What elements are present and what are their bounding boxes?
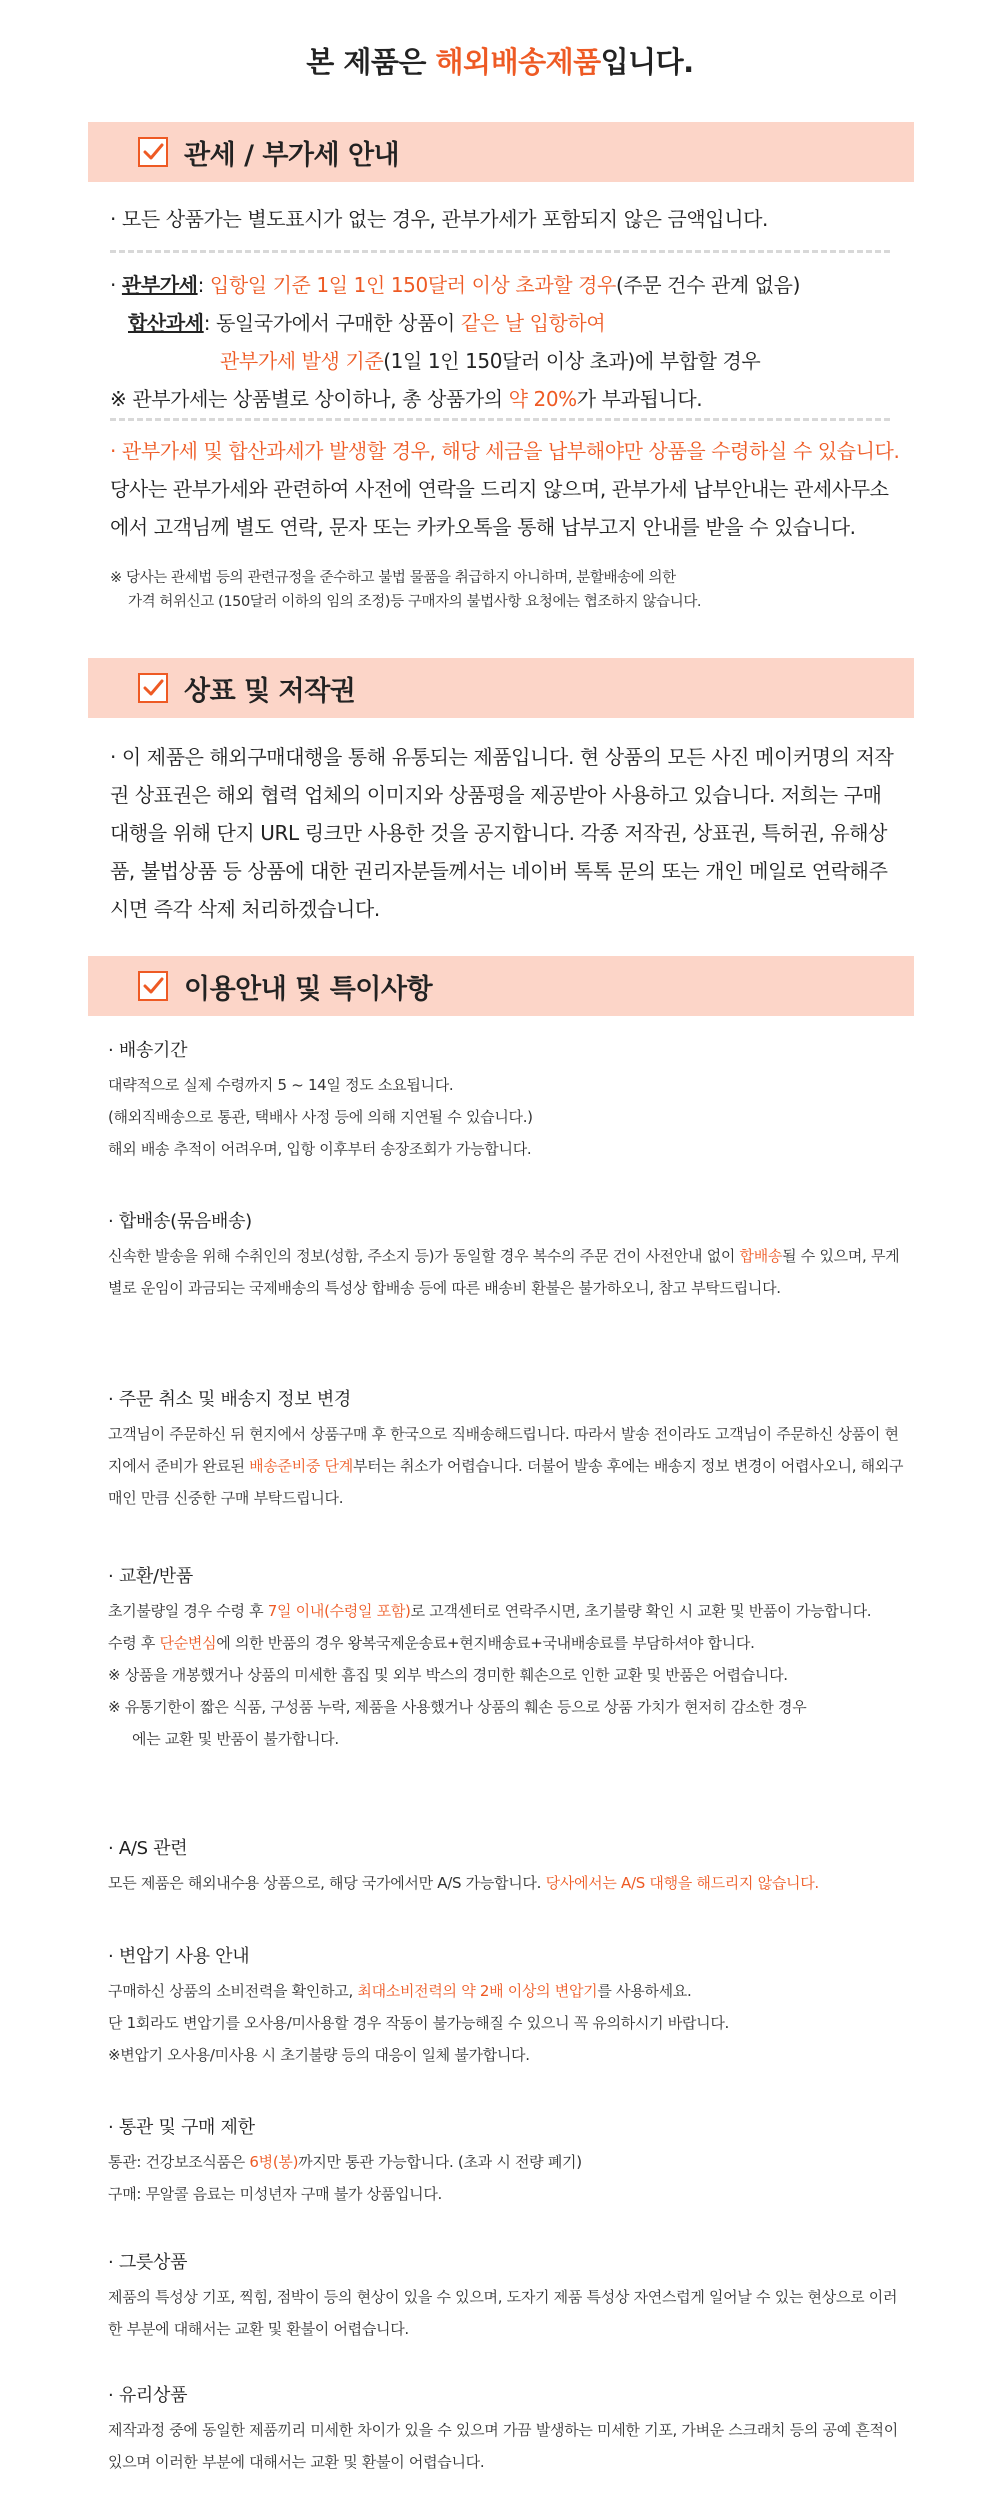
divider xyxy=(110,418,890,421)
section-title: 관세 / 부가세 안내 xyxy=(184,139,400,171)
section-header-customs xyxy=(88,122,914,182)
section-header-usage xyxy=(88,956,914,1016)
divider xyxy=(110,250,890,253)
checkbox-check-icon xyxy=(138,137,168,167)
block-heading: · 배송기간 xyxy=(108,1040,188,1061)
block-heading: · 주문 취소 및 배송지 정보 변경 xyxy=(108,1389,352,1410)
customs-small-note: ※ 당사는 관세법 등의 관련규정을 준수하고 불법 물품을 취급하지 아니하며, 분할배송에 의한 가격 허위신고 (150달러 이하의 임의 조정)등 구매자의 불법사항 요청에는 협조하지 않습니다. xyxy=(110,570,702,610)
block-heading: · 그릇상품 xyxy=(108,2252,188,2273)
customs-paragraph-1: · 모든 상품가는 별도표시가 없는 경우, 관부가세가 포함되지 않은 금액입니다. xyxy=(110,207,769,231)
info-block-shipping: · 배송기간 대략적으로 실제 수령까지 5 ~ 14일 정도 소요됩니다. (해외직배송으로 통관, 택배사 사정 등에 의해 지연될 수 있습니다.) 해외 배송 추적이 어려우며, 입항 이후부터 송장조회가 가능합니다. xyxy=(108,1037,908,1165)
customs-combined-line-2: 관부가세 발생 기준(1일 1인 150달러 이상 초과)에 부합할 경우 xyxy=(220,349,761,373)
customs-warning: · 관부가세 및 합산과세가 발생할 경우, 해당 세금을 납부해야만 상품을 수령하실 수 있습니다. 당사는 관부가세와 관련하여 사전에 연락을 드리지 않으며, 관부가세 납부안내는 관세사무소에서 고객님께 별도 연락, 문자 또는 카카오톡을 통해 납부고지 안내를 받을 수 있습니다. xyxy=(110,439,900,539)
block-heading: · A/S 관련 xyxy=(108,1838,188,1859)
info-block-glassware: · 유리상품 제작과정 중에 동일한 제품끼리 미세한 차이가 있을 수 있으며 가끔 발생하는 미세한 기포, 가벼운 스크래치 등의 공예 흔적이 있으며 이러한 부분에 대해서는 교환 및 환불이 어렵습니다. xyxy=(108,2382,908,2478)
info-block-combined-shipping: · 합배송(묶음배송) 신속한 발송을 위해 수취인의 정보(성함, 주소지 등)가 동일할 경우 복수의 주문 건이 사전안내 없이 합배송될 수 있으며, 무게별로 운임이 과금되는 국제배송의 특성상 합배송 등에 따른 배송비 환불은 불가하오니, 참고 부탁드립니다. xyxy=(108,1208,908,1304)
page-title: 본 제품은 해외배송제품입니다. xyxy=(306,45,694,79)
block-heading: · 변압기 사용 안내 xyxy=(108,1946,250,1967)
block-heading: · 유리상품 xyxy=(108,2385,188,2406)
info-block-cancel: · 주문 취소 및 배송지 정보 변경 고객님이 주문하신 뒤 현지에서 상품구매 후 한국으로 직배송해드립니다. 따라서 발송 전이라도 고객님이 주문하신 상품이 현지에서 준비가 완료된 배송준비중 단계부터는 취소가 어렵습니다. 더불어 발송 후에는 배송지 정보 변경이 어렵사오니, 해외구매인 만큼 신중한 구매 부탁드립니다. xyxy=(108,1386,908,1514)
block-heading: · 합배송(묶음배송) xyxy=(108,1211,252,1232)
info-block-dishware: · 그릇상품 제품의 특성상 기포, 찍힘, 점박이 등의 현상이 있을 수 있으며, 도자기 제품 특성상 자연스럽게 일어날 수 있는 현상으로 이러한 부분에 대해서는 교환 및 환불이 어렵습니다. xyxy=(108,2249,908,2345)
checkbox-check-icon xyxy=(138,971,168,1001)
checkbox-check-icon xyxy=(138,673,168,703)
block-heading: · 교환/반품 xyxy=(108,1566,193,1587)
title-highlight: 해외배송제품 xyxy=(435,45,601,79)
section-title: 이용안내 및 특이사항 xyxy=(184,973,433,1005)
block-heading: · 통관 및 구매 제한 xyxy=(108,2117,255,2138)
customs-tax-block xyxy=(110,266,900,418)
trademark-paragraph: · 이 제품은 해외구매대행을 통해 유통되는 제품입니다. 현 상품의 모든 사진 메이커명의 저작권 상표권은 해외 협력 업체의 이미지와 상품평을 제공받아 사용하고 있습니다. 저희는 구매대행을 위해 단지 URL 링크만 사용한 것을 공지합니다. 각종 저작권, 상표권, 특허권, 유해상품, 불법상품 등 상품에 대한 권리자분들께서는 네이버 톡톡 문의 또는 개인 메일로 연락해주시면 즉각 삭제 처리하겠습니다. xyxy=(110,745,894,921)
info-block-transformer: · 변압기 사용 안내 구매하신 상품의 소비전력을 확인하고, 최대소비전력의 약 2배 이상의 변압기를 사용하세요. 단 1회라도 변압기를 오사용/미사용할 경우 작동이 불가능해질 수 있으니 꼭 유의하시기 바랍니다. ※변압기 오사용/미사용 시 초기불량 등의 대응이 일체 불가합니다. xyxy=(108,1943,908,2071)
customs-tax-line: · 관부가세: 입항일 기준 1일 1인 150달러 이상 초과할 경우(주문 건수 관계 없음) xyxy=(110,273,800,297)
customs-combined-line: 합산과세: 동일국가에서 구매한 상품이 같은 날 입항하여 xyxy=(128,311,606,335)
section-header-trademark xyxy=(88,658,914,718)
info-block-exchange: · 교환/반품 초기불량일 경우 수령 후 7일 이내(수령일 포함)로 고객센터로 연락주시면, 초기불량 확인 시 교환 및 반품이 가능합니다. 수령 후 단순변심에 의한 반품의 경우 왕복국제운송료+현지배송료+국내배송료를 부담하셔야 합니다. ※ 상품을 개봉했거나 상품의 미세한 흠집 및 외부 박스의 경미한 훼손으로 인한 교환 및 반품은 어렵습니다. ※ 유통기한이 짧은 식품, 구성품 누락, 제품을 사용했거나 상품의 훼손 등으로 상품 가치가 현저히 감소한 경우 에는 교환 및 반품이 불가합니다. xyxy=(108,1563,908,1755)
info-block-as: · A/S 관련 모든 제품은 해외내수용 상품으로, 해당 국가에서만 A/S 가능합니다. 당사에서는 A/S 대행을 해드리지 않습니다. xyxy=(108,1835,908,1899)
section-title: 상표 및 저작권 xyxy=(184,675,356,707)
customs-note: ※ 관부가세는 상품별로 상이하나, 총 상품가의 약 20%가 부과됩니다. xyxy=(110,387,703,411)
info-block-clearance: · 통관 및 구매 제한 통관: 건강보조식품은 6병(봉)까지만 통관 가능합니다. (초과 시 전량 폐기) 구매: 무알콜 음료는 미성년자 구매 불가 상품입니다. xyxy=(108,2114,908,2210)
